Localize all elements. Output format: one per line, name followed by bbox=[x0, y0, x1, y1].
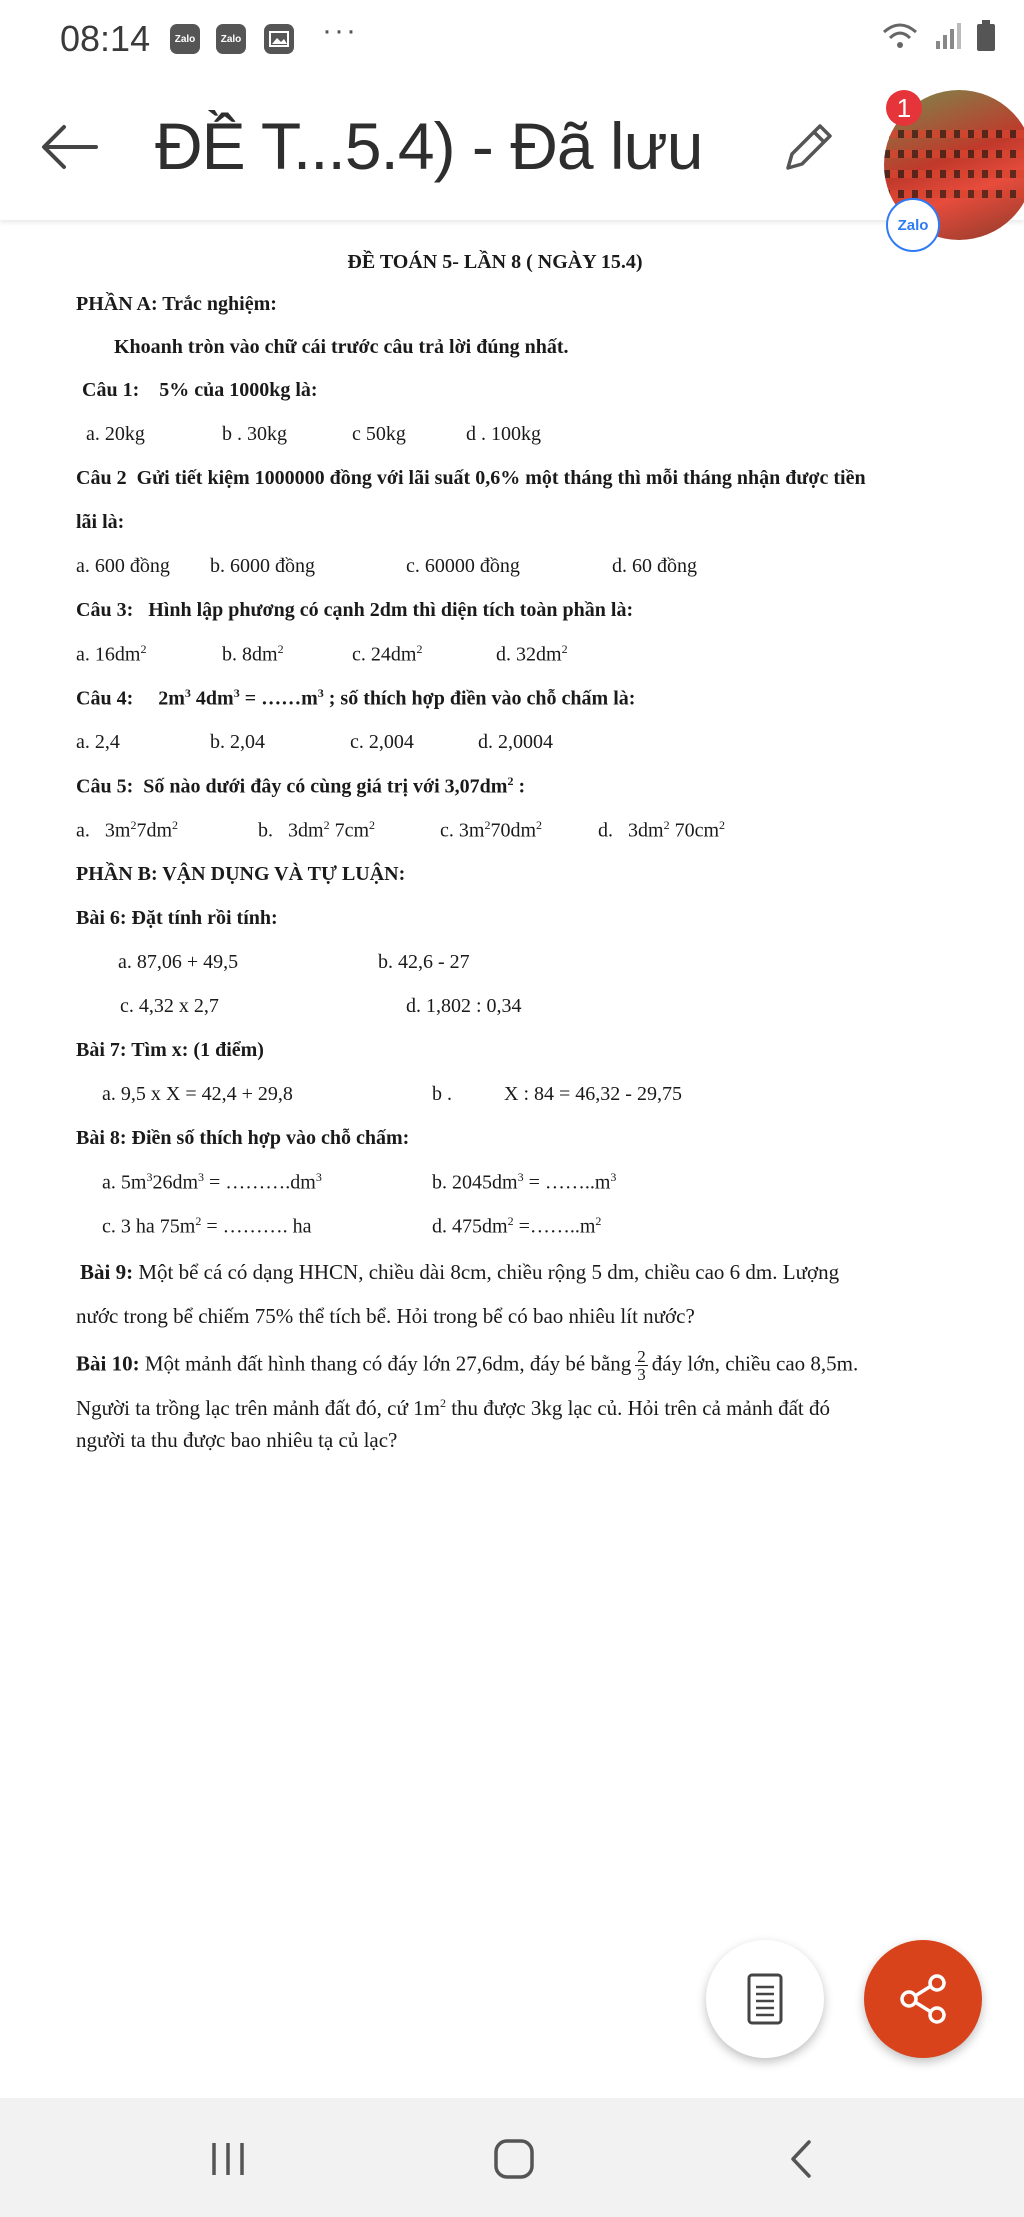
q4-option-a: a. 2,4 bbox=[76, 731, 120, 753]
document-list-icon bbox=[743, 1972, 787, 2026]
fraction-two-thirds: $\frac{2}{3}$ bbox=[637, 1347, 646, 1384]
home-button[interactable] bbox=[484, 2134, 544, 2184]
exercise-8: Bài 8: Điền số thích hợp vào chỗ chấm: bbox=[76, 1127, 410, 1149]
q4-option-d: d. 2,0004 bbox=[478, 731, 553, 753]
q1-option-a: a. 20kg bbox=[86, 423, 145, 445]
recents-button[interactable] bbox=[198, 2134, 258, 2184]
question-3: Câu 3: Hình lập phương có cạnh 2dm thì diện tích toàn phần là: bbox=[76, 599, 634, 621]
question-4: Câu 4: $2m^3$ $4dm^3$ = $\dots\dots m^3$ ; số thích hợp điền vào chỗ chấm là: bbox=[76, 686, 636, 710]
status-bar bbox=[0, 0, 1024, 80]
q3-option-a: a. $16dm^2$ bbox=[76, 642, 147, 666]
q5-option-b: b. $3dm^2$ $7cm^2$ bbox=[258, 818, 375, 842]
q1-option-d: d . 100kg bbox=[466, 423, 541, 445]
app-bar bbox=[0, 80, 1024, 220]
clock: 08:14 bbox=[60, 18, 151, 59]
document-title: ĐỀ T...5.4) - Đã lưu bbox=[155, 109, 703, 183]
battery-icon bbox=[976, 20, 996, 52]
b6-item-d: d. 1,802 : 0,34 bbox=[406, 995, 522, 1017]
zalo-logo-badge: Zalo bbox=[886, 198, 940, 252]
notification-badge: 1 bbox=[886, 90, 922, 126]
question-2: Câu 2 Gửi tiết kiệm 1000000 đồng với lãi suất 0,6% một tháng thì mỗi tháng nhận được tiền bbox=[76, 467, 866, 489]
q1-option-b: b . 30kg bbox=[222, 423, 287, 445]
exercise-7: Bài 7: Tìm x: (1 điểm) bbox=[76, 1039, 264, 1061]
b8-item-c: c. 3 ha $75m^2$ = ………. ha bbox=[102, 1214, 312, 1238]
q2-option-c: c. 60000 đồng bbox=[406, 555, 520, 577]
share-button[interactable] bbox=[864, 1940, 982, 2058]
wifi-icon bbox=[880, 20, 920, 52]
q4-option-b: b. 2,04 bbox=[210, 731, 265, 753]
q4-option-c: c. 2,004 bbox=[350, 731, 414, 753]
share-icon bbox=[893, 1969, 953, 2029]
q3-option-b: b. $8dm^2$ bbox=[222, 642, 284, 666]
b8-item-b: b. $2045dm^3$ = $\dots\dots..m^3$ bbox=[432, 1170, 617, 1194]
b7-item-b-label: b . bbox=[432, 1083, 452, 1105]
exercise-10-cont-2: người ta thu được bao nhiêu tạ củ lạc? bbox=[76, 1428, 398, 1452]
signal-icon bbox=[934, 21, 962, 51]
q5-option-a: a. $3m^27dm^2$ bbox=[76, 818, 179, 842]
exercise-10-cont: Người ta trồng lạc trên mảnh đất đó, cứ $1m^2$ thu được 3kg lạc củ. Hỏi trên cả mảnh đất đó bbox=[76, 1396, 830, 1420]
q5-option-c: c. $3m^270dm^2$ bbox=[440, 818, 543, 842]
b8-item-a: a. $5m^326dm^3$ = $\dots\dots\dots.dm^3$ bbox=[102, 1170, 322, 1194]
q2-option-d: d. 60 đồng bbox=[612, 555, 697, 577]
back-arrow-icon[interactable] bbox=[38, 115, 102, 179]
b8-item-d: d. $475dm^2$ $=\dots\dots..m^2$ bbox=[432, 1214, 602, 1238]
exercise-10: Bài 10: Một mảnh đất hình thang có đáy lớn 27,6dm, đáy bé bằng $\frac{2}{3}$ đáy lớn, chiều cao 8,5m. bbox=[76, 1347, 859, 1384]
q2-option-b: b. 6000 đồng bbox=[210, 555, 315, 577]
zalo-notification-icon-2: Zalo bbox=[216, 24, 246, 54]
question-1: Câu 1: 5% của 1000kg là: bbox=[82, 379, 318, 401]
gallery-icon bbox=[264, 24, 294, 54]
q3-option-d: d. $32dm^2$ bbox=[496, 642, 568, 666]
exam-title: ĐỀ TOÁN 5- LẦN 8 ( NGÀY 15.4) bbox=[347, 251, 643, 273]
b6-item-a: a. 87,06 + 49,5 bbox=[118, 951, 239, 973]
exercise-6: Bài 6: Đặt tính rồi tính: bbox=[76, 907, 278, 929]
q1-option-c: c 50kg bbox=[352, 423, 406, 445]
more-notifications-icon: ··· bbox=[322, 14, 358, 47]
home-icon bbox=[492, 2137, 536, 2181]
back-button[interactable] bbox=[770, 2134, 830, 2184]
instruction-text: Khoanh tròn vào chữ cái trước câu trả lời đúng nhất. bbox=[114, 336, 569, 358]
b7-item-a: a. 9,5 x X = 42,4 + 29,8 bbox=[102, 1083, 293, 1105]
q2-option-a: a. 600 đồng bbox=[76, 555, 170, 577]
b6-item-c: c. 4,32 x 2,7 bbox=[120, 995, 219, 1017]
exercise-9-cont: nước trong bể chiếm 75% thể tích bể. Hỏi trong bể có bao nhiêu lít nước? bbox=[76, 1304, 695, 1328]
part-b-heading: PHẦN B: VẬN DỤNG VÀ TỰ LUẬN: bbox=[76, 863, 406, 885]
system-nav-bar bbox=[0, 2098, 1024, 2217]
b6-item-b: b. 42,6 - 27 bbox=[378, 951, 470, 973]
q5-option-d: d. $3dm^2$ $70cm^2$ bbox=[598, 818, 725, 842]
document-list-button[interactable] bbox=[706, 1940, 824, 2058]
b7-item-b: X : 84 = 46,32 - 29,75 bbox=[504, 1083, 682, 1105]
q3-option-c: c. $24dm^2$ bbox=[352, 642, 423, 666]
zalo-notification-icon: Zalo bbox=[170, 24, 200, 54]
exercise-9: Bài 9: Một bể cá có dạng HHCN, chiều dài 8cm, chiều rộng 5 dm, chiều cao 6 dm. Lượng bbox=[80, 1260, 840, 1284]
recents-icon bbox=[208, 2141, 248, 2177]
back-icon bbox=[785, 2138, 815, 2180]
part-a-heading: PHẦN A: Trắc nghiệm: bbox=[76, 293, 277, 315]
question-5: Câu 5: Số nào dưới đây có cùng giá trị với $3,07dm^2$ : bbox=[76, 774, 526, 798]
question-2-cont: lãi là: bbox=[76, 511, 125, 533]
pencil-icon[interactable] bbox=[778, 116, 840, 178]
